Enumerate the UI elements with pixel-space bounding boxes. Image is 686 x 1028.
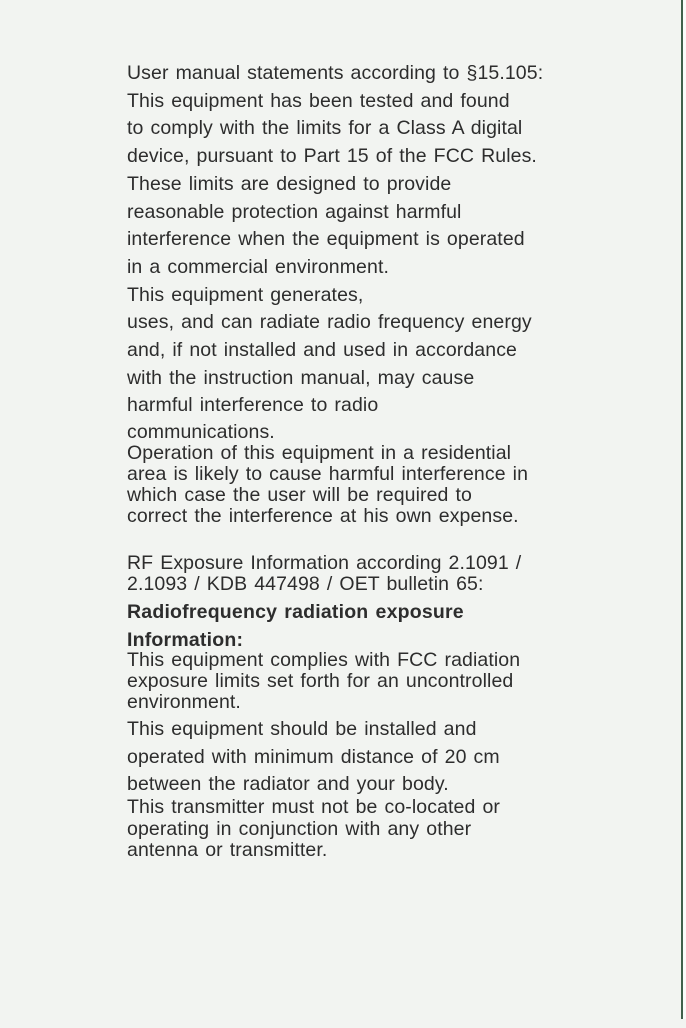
- text-line: User manual statements according to §15.105:: [127, 62, 544, 84]
- text-line: interference when the equipment is operated: [127, 228, 525, 251]
- text-line: between the radiator and your body.: [127, 773, 449, 795]
- text-line: operated with minimum distance of 20 cm: [127, 745, 500, 768]
- text-line: This transmitter must not be co-located or: [127, 796, 501, 818]
- text-line: uses, and can radiate radio frequency energy: [127, 311, 532, 334]
- text-line: This equipment complies with FCC radiation: [127, 649, 521, 671]
- text-line: device, pursuant to Part 15 of the FCC Rules.: [127, 145, 537, 168]
- text-line: in a commercial environment.: [127, 255, 389, 278]
- text-line: reasonable protection against harmful: [127, 200, 462, 223]
- text-line: area is likely to cause harmful interference in: [127, 463, 529, 485]
- text-line: to comply with the limits for a Class A digital: [127, 117, 523, 140]
- text-line: RF Exposure Information according 2.1091 /: [127, 552, 522, 574]
- text-line: Information:: [127, 628, 244, 651]
- paragraph-minimum-distance: [127, 716, 597, 799]
- paragraph-residential-warning: [127, 443, 597, 527]
- paragraph-transmitter-colocated: [127, 797, 597, 862]
- text-line: Operation of this equipment in a residential: [127, 442, 512, 464]
- text-line: 2.1093 / KDB 447498 / OET bulletin 65:: [127, 573, 484, 595]
- text-line: This equipment generates,: [127, 283, 364, 306]
- text-line: operating in conjunction with any other: [127, 817, 472, 840]
- paragraph-fcc-15105: [127, 60, 597, 420]
- text-line: This equipment should be installed and: [127, 718, 477, 740]
- text-line: environment.: [127, 691, 241, 713]
- text-line: correct the interference at his own expense.: [127, 505, 519, 527]
- text-line: exposure limits set forth for an uncontrolled: [127, 670, 514, 692]
- text-line: These limits are designed to provide: [127, 172, 452, 195]
- text-line: with the instruction manual, may cause: [127, 366, 475, 389]
- paragraph-fcc-compliance: [127, 650, 597, 713]
- paragraph-communications: [127, 422, 597, 443]
- heading-radiofrequency-exposure: [127, 599, 597, 654]
- page-edge-accent-line: [681, 0, 683, 1019]
- text-line: communications.: [127, 421, 275, 443]
- text-line: which case the user will be required to: [127, 484, 472, 506]
- paragraph-rf-exposure-heading: [127, 553, 597, 595]
- text-line: and, if not installed and used in accordance: [127, 339, 517, 362]
- text-line: antenna or transmitter.: [127, 839, 328, 861]
- text-line: This equipment has been tested and found: [127, 89, 510, 112]
- text-line: Radiofrequency radiation exposure: [127, 601, 464, 623]
- text-line: harmful interference to radio: [127, 394, 379, 417]
